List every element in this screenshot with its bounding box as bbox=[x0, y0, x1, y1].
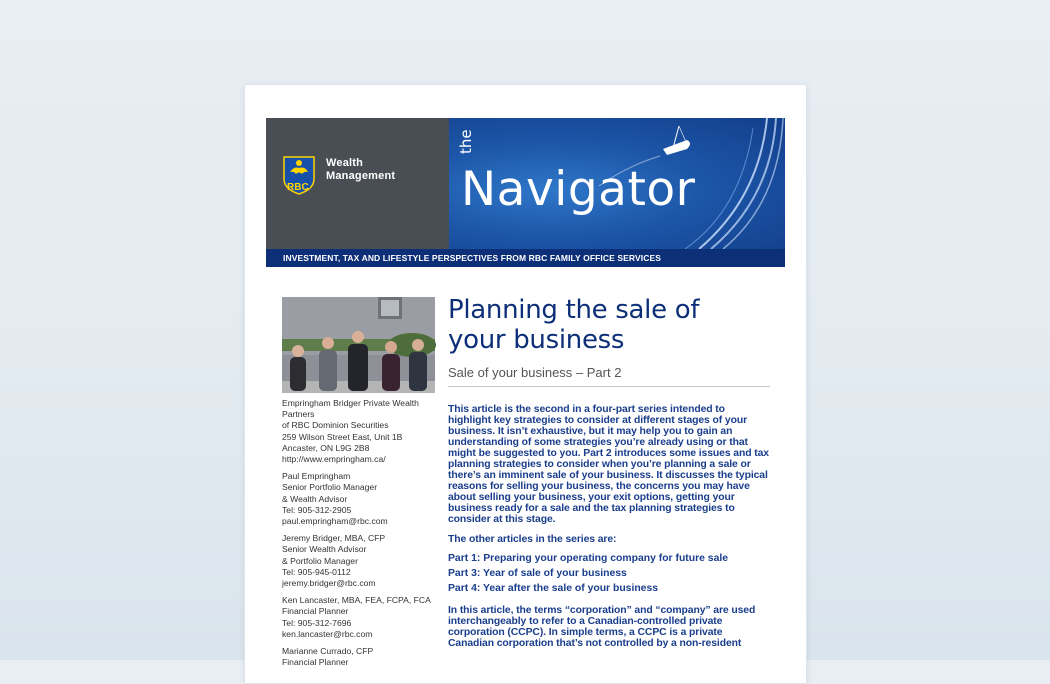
contact-block-ken bbox=[282, 595, 442, 640]
contact-line: of RBC Dominion Securities bbox=[282, 420, 389, 431]
definition-paragraph: In this article, the terms “corporation” and “company” are used interchangeably to refer to a Canadian-controlled private corporation (CCPC). In simple terms, a CCPC is a private Canadian corporation that’s not controlled by a non-resident bbox=[448, 605, 756, 649]
series-heading: The other articles in the series are: bbox=[448, 534, 617, 545]
team-photo-image bbox=[282, 297, 435, 393]
email-link[interactable]: paul.empringham@rbc.com bbox=[282, 516, 388, 527]
contact-line: & Wealth Advisor bbox=[282, 493, 348, 504]
document-page bbox=[244, 84, 807, 684]
series-parts-list bbox=[448, 551, 770, 596]
intro-paragraph: This article is the second in a four-part series intended to highlight key strategies to consider at different stages of your business. It isn’t exhaustive, but it may help you to gain an understanding of some strategies you’re already using or that might be suggested to you. Part 2 introduces some issues and tax planning strategies to consider when you’re planning a sale or there’s an imminent sale of your business. It discusses the typical reasons for selling your business, the concerns you may have about selling your business, your exit options, getting your business ready for a sale and the tax planning strategies to consider at this stage. bbox=[448, 404, 769, 525]
navigator-masthead bbox=[449, 118, 785, 249]
newsletter-banner bbox=[266, 118, 785, 267]
contact-line: & Portfolio Manager bbox=[282, 555, 358, 566]
article bbox=[448, 295, 770, 649]
brand-line-2: Management bbox=[326, 170, 396, 182]
contact-block-paul bbox=[282, 471, 442, 527]
list-item: Part 3: Year of sale of your business bbox=[448, 568, 627, 579]
brand-line-1: Wealth bbox=[326, 157, 364, 169]
contact-line: Financial Planner bbox=[282, 657, 349, 668]
contact-line: 259 Wilson Street East, Unit 1B bbox=[282, 431, 403, 442]
contact-line: Financial Planner bbox=[282, 606, 349, 617]
contact-block-marianne bbox=[282, 646, 442, 668]
contact-line: Tel: 905-312-2905 bbox=[282, 504, 352, 515]
contact-line: Ancaster, ON L9G 2B8 bbox=[282, 442, 370, 453]
contact-line: Marianne Currado, CFP bbox=[282, 646, 374, 657]
team-photo bbox=[282, 297, 435, 393]
contact-line: Paul Empringham bbox=[282, 471, 351, 482]
brand-name bbox=[326, 157, 395, 183]
website-link[interactable]: http://www.empringham.ca/ bbox=[282, 454, 386, 465]
logo-text: RBC bbox=[287, 182, 309, 193]
article-title: Planning the sale of your business bbox=[448, 295, 700, 355]
email-link[interactable]: ken.lancaster@rbc.com bbox=[282, 628, 373, 639]
contact-line: Senior Wealth Advisor bbox=[282, 544, 367, 555]
contact-block-jeremy bbox=[282, 533, 442, 589]
contact-line: Tel: 905-945-0112 bbox=[282, 566, 351, 577]
tagline-bar: INVESTMENT, TAX AND LIFESTYLE PERSPECTIVES FROM RBC FAMILY OFFICE SERVICES bbox=[266, 249, 785, 267]
masthead-title: Navigator bbox=[461, 162, 696, 217]
the-word: the bbox=[457, 129, 475, 154]
list-item: Part 4: Year after the sale of your business bbox=[448, 583, 659, 594]
brand-panel bbox=[266, 118, 449, 249]
advisor-contacts bbox=[282, 398, 442, 674]
email-link[interactable]: jeremy.bridger@rbc.com bbox=[282, 578, 376, 589]
contact-line: Jeremy Bridger, MBA, CFP bbox=[282, 533, 386, 544]
contact-line: Senior Portfolio Manager bbox=[282, 482, 378, 493]
contact-line: Partners bbox=[282, 409, 315, 420]
article-subtitle: Sale of your business – Part 2 bbox=[448, 365, 770, 387]
list-item: Part 1: Preparing your operating company for future sale bbox=[448, 553, 729, 564]
contact-line: Tel: 905-312-7696 bbox=[282, 617, 352, 628]
contact-line: Ken Lancaster, MBA, FEA, FCPA, FCA bbox=[282, 595, 431, 606]
contact-line: Empringham Bridger Private Wealth bbox=[282, 398, 419, 408]
contact-block-firm bbox=[282, 398, 442, 465]
